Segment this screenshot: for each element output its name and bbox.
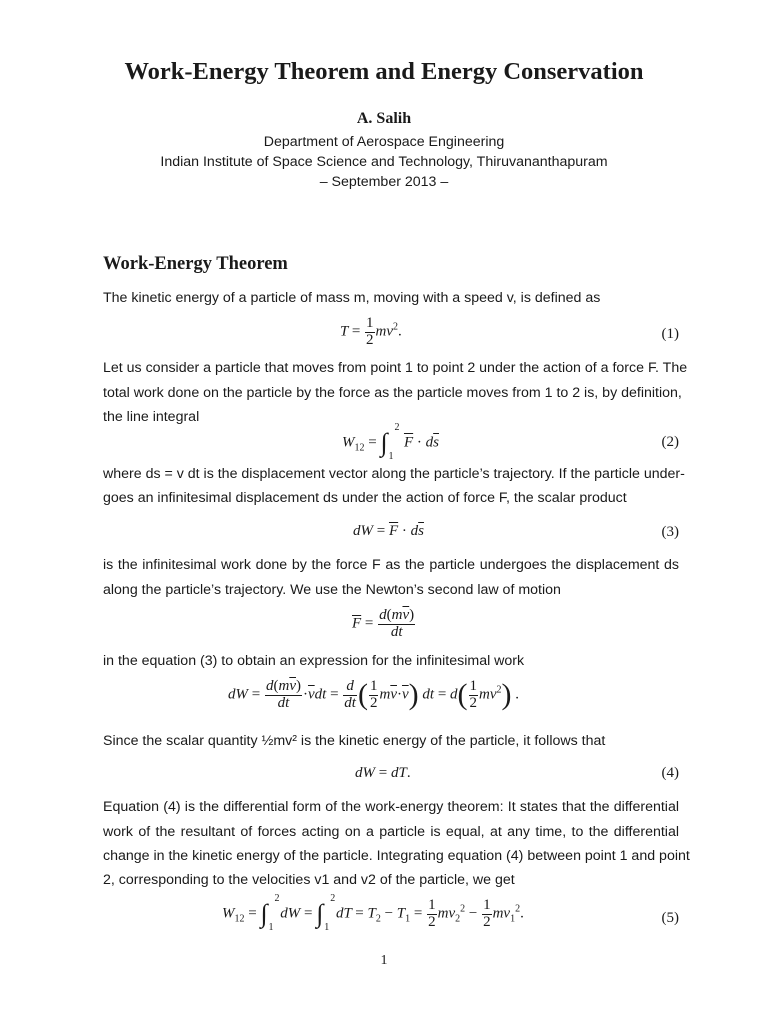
equation-number: (2)	[661, 434, 679, 450]
equation-number: (4)	[661, 765, 679, 781]
paragraph-line: Since the scalar quantity ½mv² is the kinetic energy of the particle, it follows that	[103, 733, 606, 749]
equation-1: T = $\frac{1}{2}$ $mv^2$.	[340, 315, 402, 348]
paragraph-line: work of the resultant of forces acting on a particle is equal, at any time, to the differential	[103, 824, 679, 840]
paragraph-line: in the equation (3) to obtain an expression for the infinitesimal work	[103, 653, 525, 669]
equation-3: dW = $\overline{F} \cdot d\overline{s}$	[353, 523, 424, 539]
paragraph-line: total work done on the particle by the force as the particle moves from 1 to 2 is, by definition,	[103, 385, 682, 401]
paragraph-line: is the infinitesimal work done by the force F as the particle undergoes the displacement ds	[103, 557, 679, 573]
equation-2: $W_{12}$ = ∫ 2 1 $\overline{F} \cdot d\overline{s}$	[342, 422, 439, 462]
author-department: Department of Aerospace Engineering	[263, 134, 505, 150]
author-institute: Indian Institute of Space Science and Technology, Thiruvananthapuram	[160, 154, 608, 170]
paragraph-line: where ds = v dt is the displacement vector along the particle’s trajectory. If the particle under-	[103, 466, 685, 482]
equation-number: (1)	[661, 326, 679, 342]
section-heading: Work-Energy Theorem	[103, 254, 288, 274]
page-number: 1	[380, 953, 388, 968]
equation-number: (5)	[661, 910, 679, 926]
paper-title: Work-Energy Theorem and Energy Conservation	[124, 58, 644, 85]
paragraph-line: 2, corresponding to the velocities v1 and v2 of the particle, we get	[103, 872, 515, 888]
infinitesimal-work-equation: dW = $\frac{d(m\overline{v})}{dt}$ $\cdot\overline{v}dt$ = $\frac{d}{dt}$ ( $\frac{1}{2}$ $m\overline{v}\cdot\overline{v}$) dt = d( $\frac{1}{2}$ $mv^2$) .	[228, 677, 520, 711]
equation-5: $W_{12}$ = ∫ 2 1 dW = ∫ 2 1 dT = $T_2 - T_1$ = $\frac{1}{2}$ $mv_2^2$ − $\frac{1}{2}$ $mv_1^2$.	[222, 893, 524, 934]
author-name: A. Salih	[356, 110, 412, 127]
paragraph-line: along the particle’s trajectory. We use the Newton’s second law of motion	[103, 582, 561, 598]
paragraph-line: The kinetic energy of a particle of mass m, moving with a speed v, is defined as	[103, 290, 601, 306]
newton-second-law: $\overline{F}$ = $\frac{d(m\overline{v})}{dt}$	[352, 607, 415, 640]
equation-number: (3)	[661, 524, 679, 540]
publication-date: – September 2013 –	[319, 174, 449, 190]
paragraph-line: Let us consider a particle that moves from point 1 to point 2 under the action of a force F. The	[103, 360, 688, 376]
paragraph-line: Equation (4) is the differential form of the work-energy theorem: It states that the differential	[103, 799, 679, 815]
equation-4: dW = dT.	[355, 765, 411, 781]
paragraph-line: goes an infinitesimal displacement ds under the action of force F, the scalar product	[103, 490, 627, 506]
paragraph-line: the line integral	[103, 409, 200, 425]
paragraph-line: change in the kinetic energy of the particle. Integrating equation (4) between point 1 and point	[103, 848, 690, 864]
